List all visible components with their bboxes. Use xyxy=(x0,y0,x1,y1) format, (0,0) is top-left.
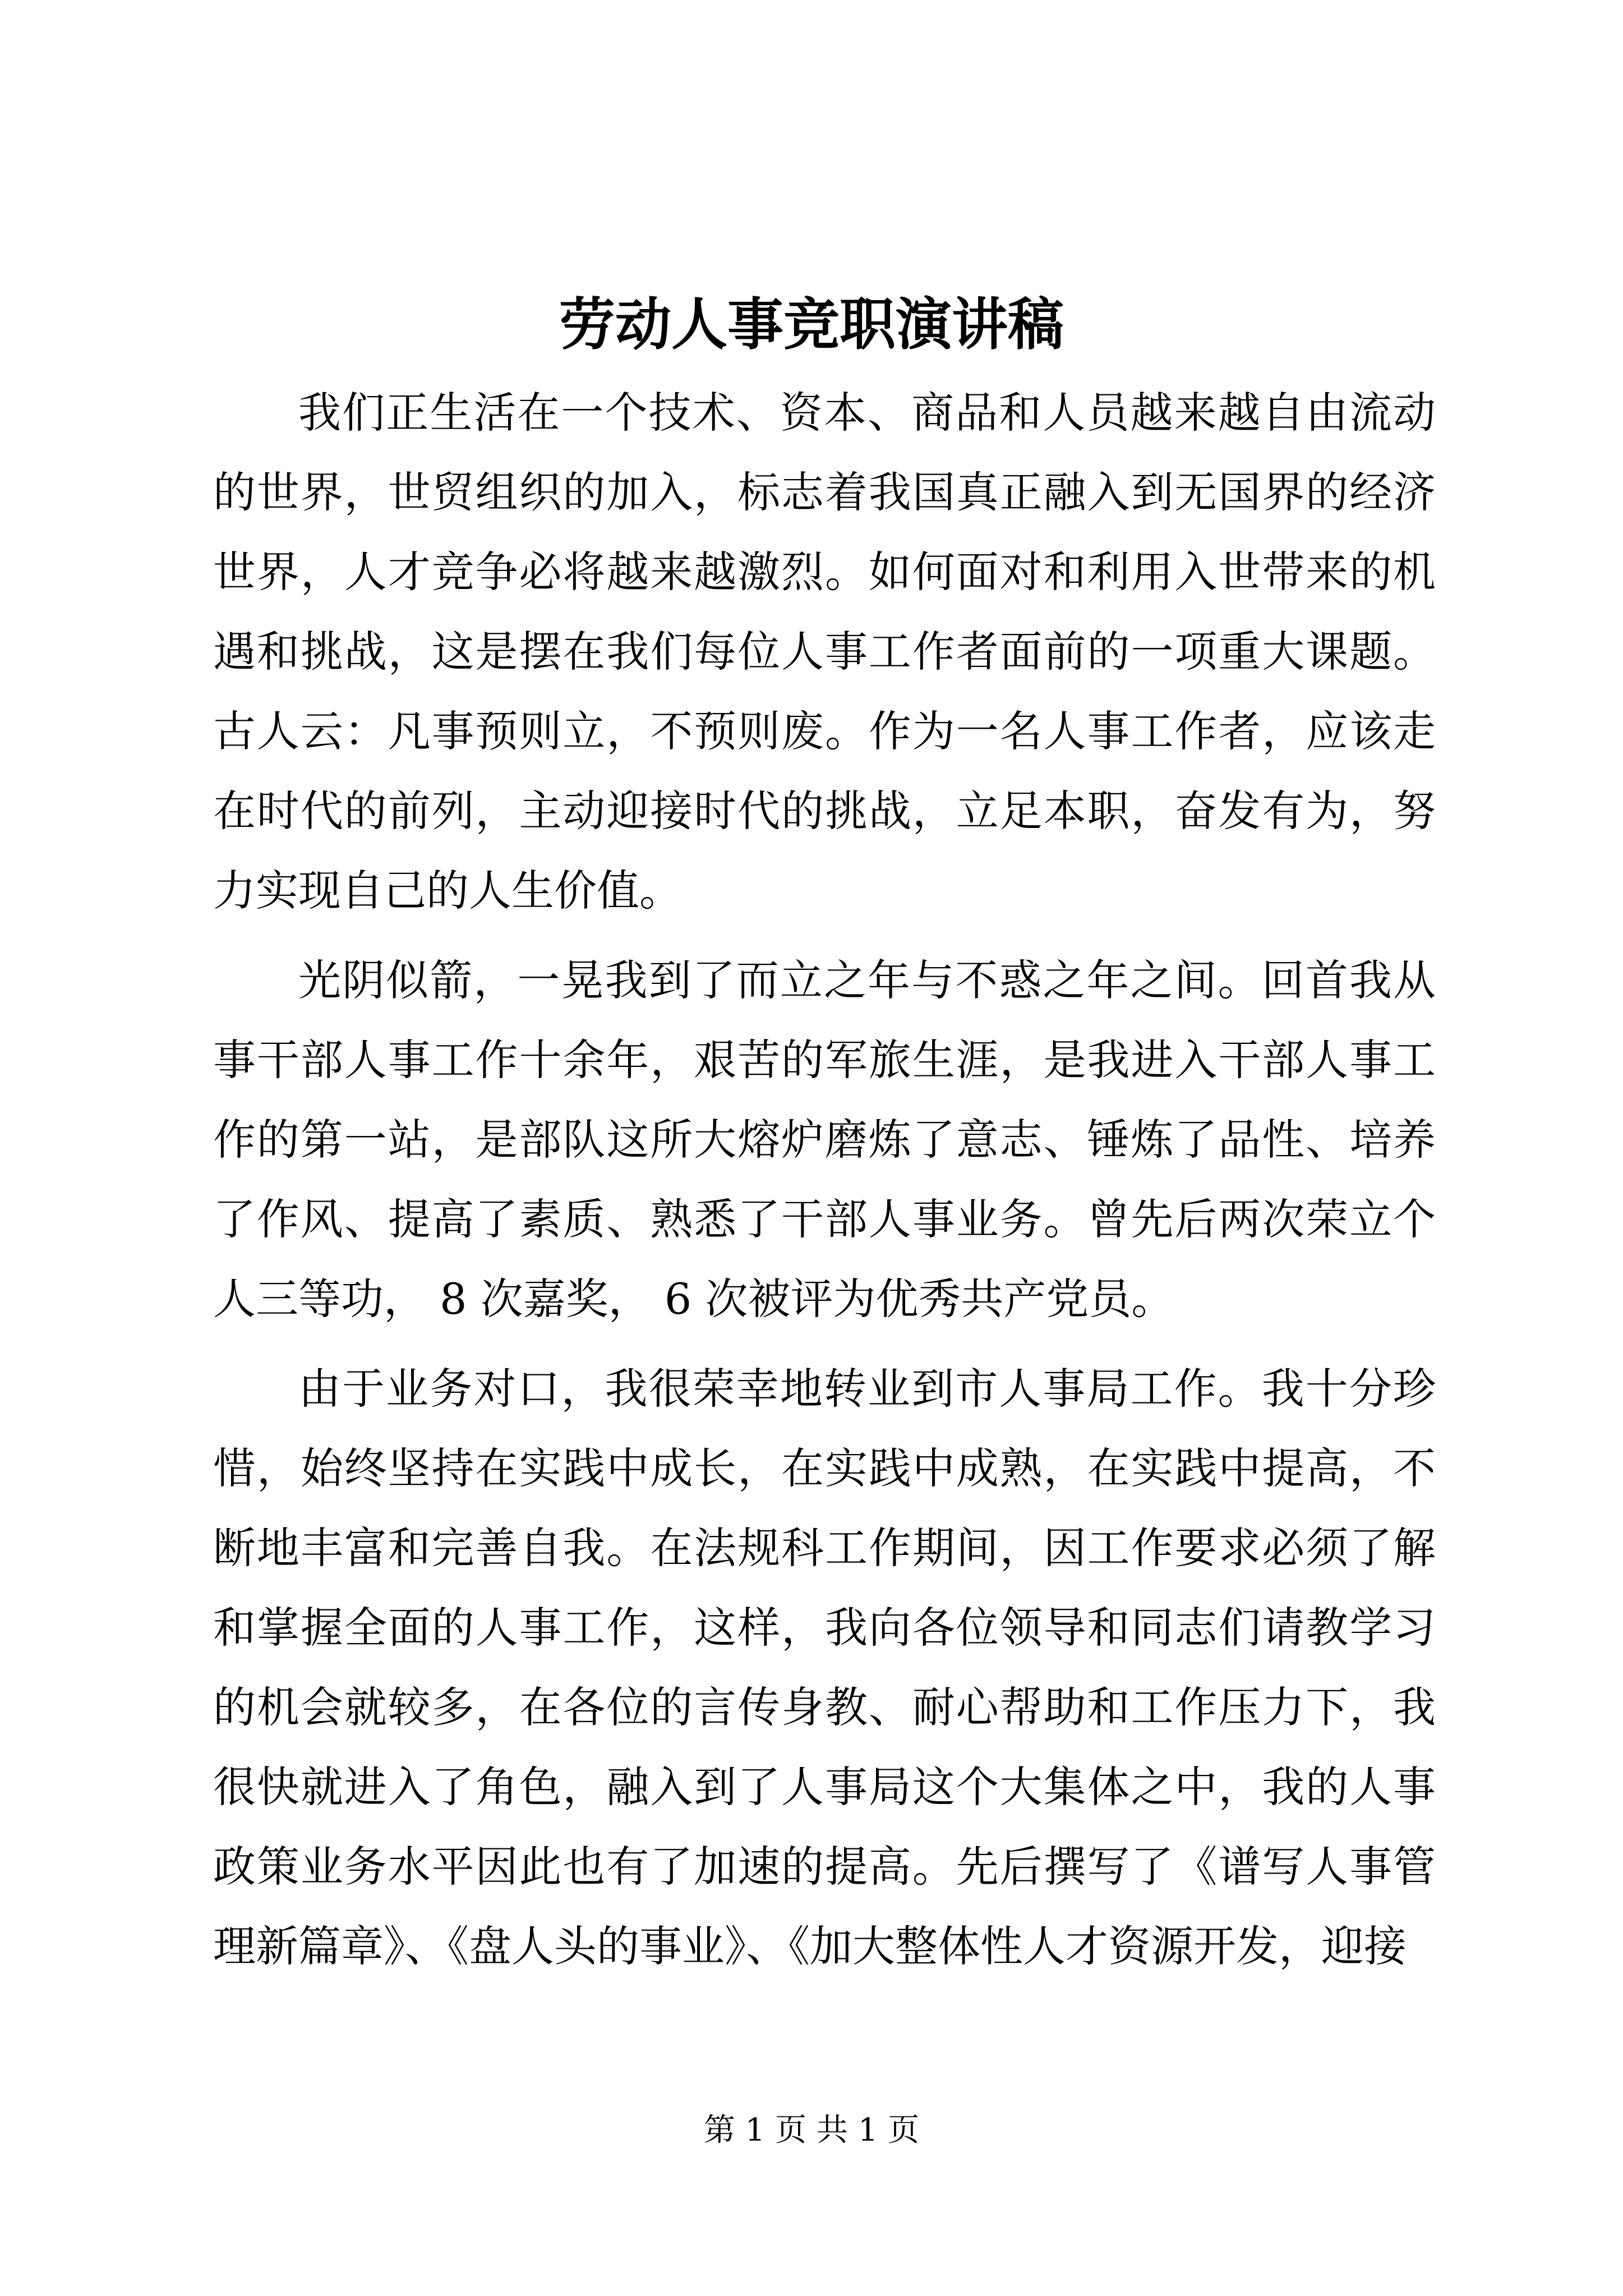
paragraph-3: 由于业务对口，我很荣幸地转业到市人事局工作。我十分珍惜，始终坚持在实践中成长，在实践中成熟，在实践中提高，不断地丰富和完善自我。在法规科工作期间，因工作要求必须了解和掌握全面的人事工作，这样，我向各位领导和同志们请教学习的机会就较多，在各位的言传身教、耐心帮助和工作压力下，我很快就进入了角色，融入到了人事局这个大集体之中，我的人事政策业务水平因此也有了加速的提高。先后撰写了《谱写人事管理新篇章》、《盘人头的事业》、《加大整体性人才资源开发，迎接 xyxy=(213,1364,1436,1971)
document-title: 劳动人事竞职演讲稿 xyxy=(559,291,1064,357)
paragraph-2: 光阴似箭，一晃我到了而立之年与不惑之年之间。回首我从事干部人事工作十余年，艰苦的军旅生涯，是我进入干部人事工作的第一站，是部队这所大熔炉磨炼了意志、锤炼了品性、培养了作风、提高了素质、熟悉了干部人事业务。曾先后两次荣立个人三等功， 8 次嘉奖， 6 次被评为优秀共产党员。 xyxy=(213,955,1436,1324)
document-body xyxy=(213,373,1436,1996)
page-footer: 第 1 页 共 1 页 xyxy=(703,2112,920,2148)
paragraph-1: 我们正生活在一个技术、资本、商品和人员越来越自由流动的世界，世贸组织的加入，标志着我国真正融入到无国界的经济世界，人才竞争必将越来越激烈。如何面对和利用入世带来的机遇和挑战，这是摆在我们每位人事工作者面前的一项重大课题。古人云：凡事预则立，不预则废。作为一名人事工作者，应该走在时代的前列，主动迎接时代的挑战，立足本职，奋发有为，努力实现自己的人生价值。 xyxy=(213,388,1436,915)
